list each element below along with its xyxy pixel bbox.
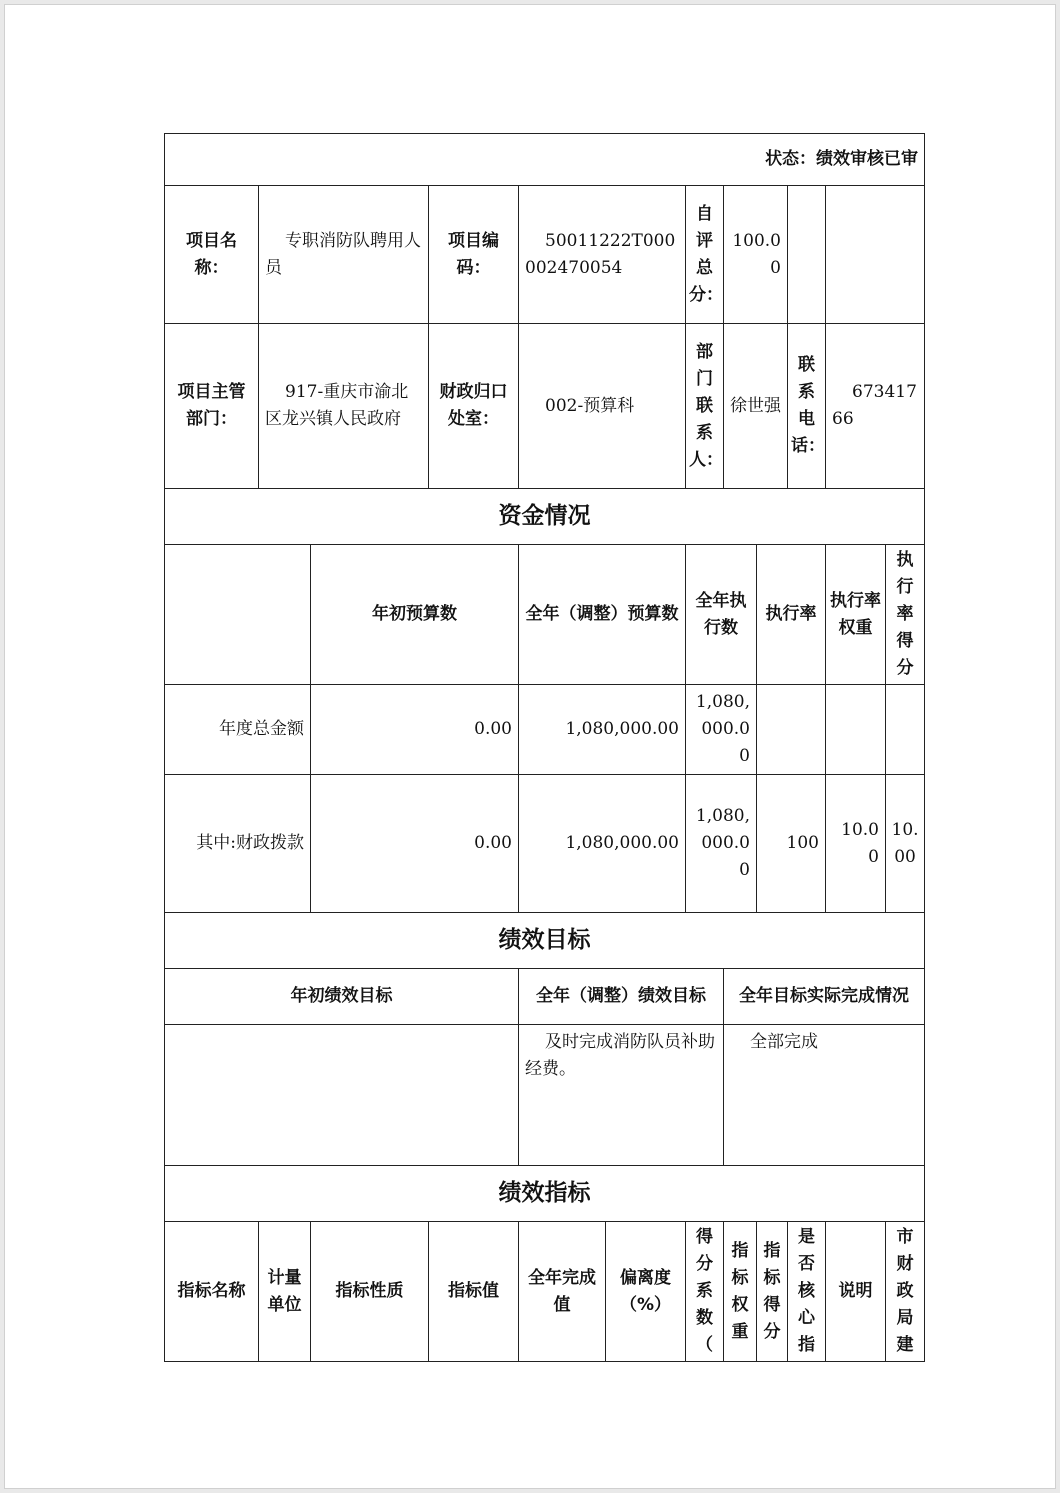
funds-cell — [826, 685, 886, 775]
funds-cell — [886, 685, 925, 775]
indicator-col-score: 指标得分 — [757, 1222, 788, 1362]
funds-cell: 0.00 — [311, 685, 519, 775]
funds-col-initial-budget: 年初预算数 — [311, 545, 519, 685]
phone-value: 67341766 — [826, 324, 925, 489]
goals-adjusted-value: 及时完成消防队员补助经费。 — [519, 1025, 724, 1166]
self-score-label: 自评总分： — [686, 186, 724, 324]
funds-col-executed: 全年执行数 — [686, 545, 757, 685]
status-text: 状态：绩效审核已审 — [165, 134, 925, 186]
indicator-col-name: 指标名称 — [165, 1222, 259, 1362]
indicator-col-notes: 说明 — [826, 1222, 886, 1362]
contact-person-label: 部门联系人： — [686, 324, 724, 489]
finance-office-value: 002-预算科 — [519, 324, 686, 489]
empty-cell — [826, 186, 925, 324]
indicator-col-unit: 计量单位 — [259, 1222, 311, 1362]
funds-col-adjusted-budget: 全年（调整）预算数 — [519, 545, 686, 685]
project-name-label: 项目名称： — [165, 186, 259, 324]
funds-cell: 1,080,000.00 — [519, 775, 686, 913]
goals-col-adjusted: 全年（调整）绩效目标 — [519, 969, 724, 1025]
department-label: 项目主管部门： — [165, 324, 259, 489]
empty-cell — [165, 545, 311, 685]
funds-cell: 0.00 — [311, 775, 519, 913]
funds-cell: 10.00 — [826, 775, 886, 913]
funds-row-label: 其中:财政拨款 — [165, 775, 311, 913]
project-code-label: 项目编码： — [429, 186, 519, 324]
funds-cell: 1,080,000.00 — [686, 775, 757, 913]
indicator-col-coefficient: 得分系数（ — [686, 1222, 724, 1362]
project-name-value: 专职消防队聘用人员 — [259, 186, 429, 324]
indicator-col-completed: 全年完成值 — [519, 1222, 606, 1362]
funds-cell: 1,080,000.00 — [519, 685, 686, 775]
performance-evaluation-form — [164, 133, 925, 1362]
indicator-col-nature: 指标性质 — [311, 1222, 429, 1362]
section-title-indicators: 绩效指标 — [165, 1166, 925, 1222]
indicator-col-deviation: 偏离度（%） — [606, 1222, 686, 1362]
department-value: 917-重庆市渝北区龙兴镇人民政府 — [259, 324, 429, 489]
phone-label: 联系电话： — [788, 324, 826, 489]
finance-office-label: 财政归口处室： — [429, 324, 519, 489]
funds-cell: 10.00 — [886, 775, 925, 913]
empty-cell — [788, 186, 826, 324]
funds-cell: 1,080,000.00 — [686, 685, 757, 775]
contact-person-value: 徐世强 — [724, 324, 788, 489]
document-page — [4, 4, 1056, 1489]
funds-col-execution-rate: 执行率 — [757, 545, 826, 685]
goals-col-initial: 年初绩效目标 — [165, 969, 519, 1025]
funds-col-rate-weight: 执行率权重 — [826, 545, 886, 685]
indicator-col-weight: 指标权重 — [724, 1222, 757, 1362]
goals-actual-value: 全部完成 — [724, 1025, 925, 1166]
indicator-col-value: 指标值 — [429, 1222, 519, 1362]
indicator-col-core: 是否核心指 — [788, 1222, 826, 1362]
indicator-col-bureau: 市财政局建 — [886, 1222, 925, 1362]
goals-col-actual: 全年目标实际完成情况 — [724, 969, 925, 1025]
funds-row-label: 年度总金额 — [165, 685, 311, 775]
project-code-value: 50011222T000002470054 — [519, 186, 686, 324]
goals-initial-value — [165, 1025, 519, 1166]
section-title-goals: 绩效目标 — [165, 913, 925, 969]
funds-col-rate-score: 执行率得分 — [886, 545, 925, 685]
funds-cell: 100 — [757, 775, 826, 913]
self-score-value: 100.00 — [724, 186, 788, 324]
section-title-funds: 资金情况 — [165, 489, 925, 545]
funds-cell — [757, 685, 826, 775]
